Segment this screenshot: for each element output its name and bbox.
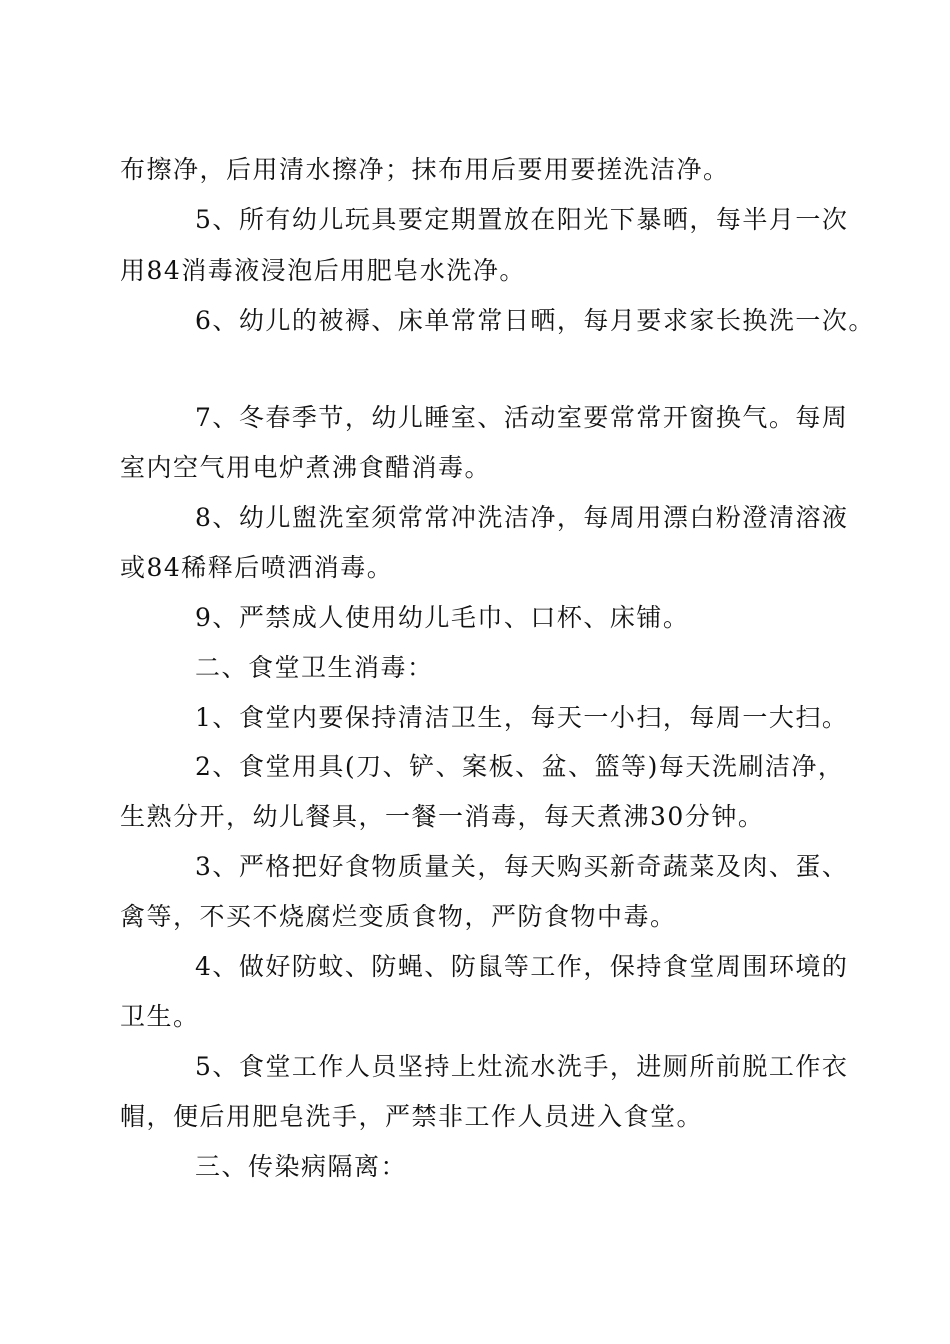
text-line: 5、所有幼儿玩具要定期置放在阳光下暴晒，每半月一次: [195, 205, 849, 234]
text-line: 5、食堂工作人员坚持上灶流水洗手，进厕所前脱工作衣: [195, 1052, 849, 1081]
text-line: 7、冬春季节，幼儿睡室、活动室要常常开窗换气。每周: [195, 403, 849, 432]
text-line: 3、严格把好食物质量关，每天购买新奇蔬菜及肉、蛋、: [195, 852, 849, 881]
section-heading: 二、食堂卫生消毒：: [195, 653, 434, 682]
text-line: 室内空气用电炉煮沸食醋消毒。: [120, 453, 492, 482]
text-line: 4、做好防蚊、防蝇、防鼠等工作，保持食堂周围环境的: [195, 952, 849, 981]
text-line: 生熟分开，幼儿餐具，一餐一消毒，每天煮沸30分钟。: [120, 802, 765, 831]
text-line: 1、食堂内要保持清洁卫生，每天一小扫，每周一大扫。: [195, 703, 849, 732]
text-line: 用84消毒液浸泡后用肥皂水洗净。: [120, 256, 526, 285]
text-line: 或84稀释后喷洒消毒。: [120, 553, 394, 582]
text-line: 2、食堂用具(刀、铲、案板、盆、篮等)每天洗刷洁净，: [195, 752, 845, 781]
text-line: 卫生。: [120, 1002, 200, 1031]
text-line: 6、幼儿的被褥、床单常常日晒，每月要求家长换洗一次。: [195, 306, 875, 335]
text-line: 帽，便后用肥皂洗手，严禁非工作人员进入食堂。: [120, 1102, 704, 1131]
text-line: 8、幼儿盥洗室须常常冲洗洁净，每周用漂白粉澄清溶液: [195, 503, 849, 532]
text-line: 禽等，不买不烧腐烂变质食物，严防食物中毒。: [120, 902, 677, 931]
section-heading: 三、传染病隔离：: [195, 1152, 408, 1181]
text-line: 9、严禁成人使用幼儿毛巾、口杯、床铺。: [195, 603, 690, 632]
text-line: 布擦净，后用清水擦净；抹布用后要用要搓洗洁净。: [120, 155, 730, 184]
